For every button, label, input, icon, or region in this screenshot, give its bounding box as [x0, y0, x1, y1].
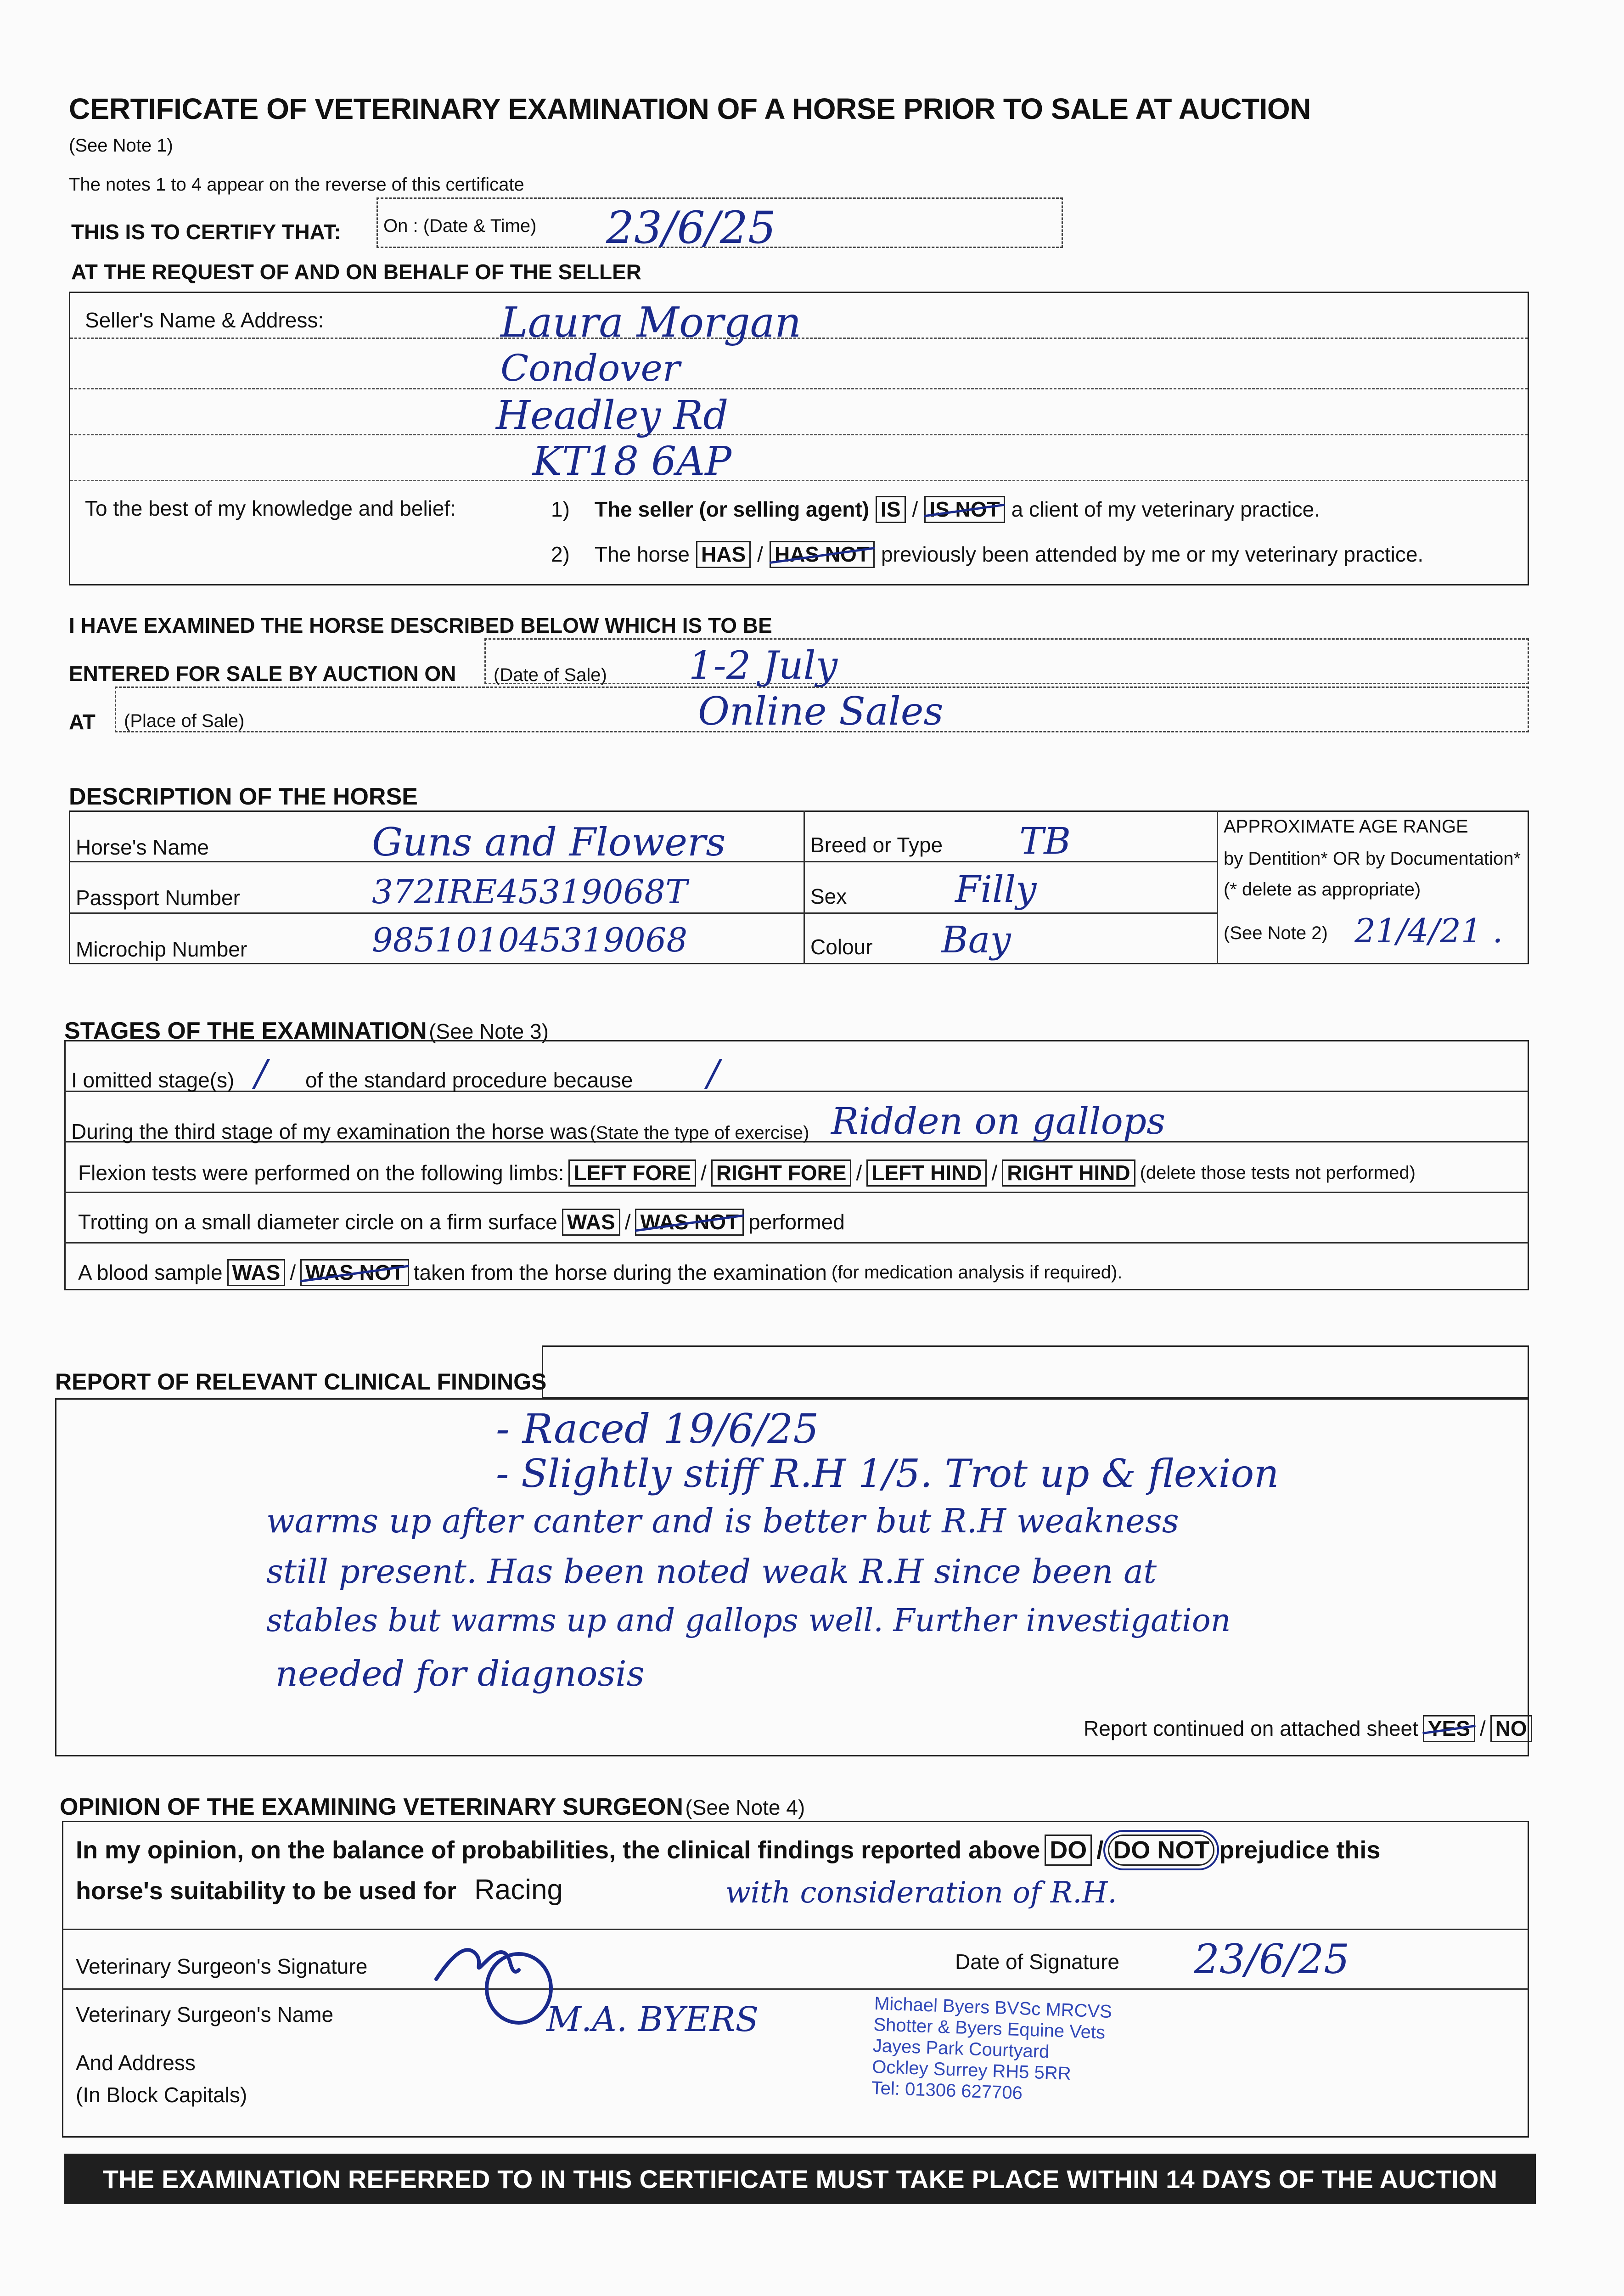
sale-line-1: I HAVE EXAMINED THE HORSE DESCRIBED BELOW WHICH IS TO BE: [69, 613, 772, 637]
knowledge-label: To the best of my knowledge and belief:: [85, 496, 456, 520]
colour-label: Colour: [810, 935, 873, 959]
item1-text: The seller (or selling agent): [594, 497, 870, 522]
seller-client-row: [551, 496, 1320, 523]
item2-number: 2): [551, 542, 570, 567]
omitted-label: I omitted stage(s): [71, 1068, 235, 1092]
third-stage-value: Ridden on gallops: [831, 1100, 1166, 1142]
sale-date-field[interactable]: [484, 638, 1529, 684]
flexion-left-fore[interactable]: LEFT FORE: [568, 1159, 696, 1187]
colour-value: Bay: [941, 918, 1011, 961]
certify-date-value: 23/6/25: [606, 202, 776, 253]
slash: /: [757, 542, 763, 567]
flexion-label: Flexion tests were performed on the following limbs:: [78, 1161, 564, 1185]
opinion-do-not[interactable]: DO NOT: [1108, 1835, 1214, 1866]
age-by-dentition: by Dentition* OR: [1224, 849, 1360, 869]
vet-address-note: (In Block Capitals): [76, 2083, 247, 2107]
item1-number: 1): [551, 497, 570, 522]
horse-attended-row: [551, 541, 1423, 568]
vet-practice-stamp: [871, 1993, 1113, 2107]
blood-post: taken from the horse during the examination: [413, 1261, 827, 1285]
item1-post: a client of my veterinary practice.: [1011, 497, 1321, 522]
opinion-heading-row: [60, 1793, 805, 1821]
breed-label: Breed or Type: [810, 833, 943, 857]
blood-label: A blood sample: [78, 1261, 223, 1285]
third-stage-note: (State the type of exercise): [590, 1123, 809, 1143]
opinion-line-1-post: prejudice this: [1219, 1836, 1381, 1864]
stages-note: (See Note 3): [429, 1019, 549, 1043]
stages-heading: STAGES OF THE EXAMINATION: [64, 1018, 427, 1044]
breed-value: TB: [1019, 820, 1071, 862]
stamp-line-3: Jayes Park Courtyard: [872, 2035, 1050, 2062]
age-by-documentation: by Documentation*: [1366, 849, 1521, 869]
opinion-line-1: [76, 1835, 1380, 1866]
seller-name-label: Seller's Name & Address:: [85, 308, 324, 332]
slash: /: [701, 1161, 707, 1185]
flexion-left-hind[interactable]: LEFT HIND: [866, 1159, 987, 1187]
report-line-5: stables but warms up and gallops well. Further investigation: [266, 1603, 1231, 1639]
seller-line-1: Laura Morgan: [500, 298, 802, 347]
blood-was-not[interactable]: WAS NOT: [300, 1259, 409, 1286]
report-line-3: warms up after canter and is better but R.H weakness: [266, 1502, 1179, 1540]
report-line-1: - Raced 19/6/25: [496, 1405, 819, 1452]
slash: /: [1096, 1836, 1104, 1864]
age-value: 21/4/21 .: [1354, 912, 1503, 950]
trot-row: [78, 1209, 845, 1236]
slash: /: [912, 497, 918, 522]
stamp-line-1: Michael Byers BVSc MRCVS: [874, 1993, 1113, 2022]
stamp-line-2: Shotter & Byers Equine Vets: [873, 2014, 1106, 2043]
vet-date-value: 23/6/25: [1194, 1936, 1350, 1983]
sale-at-label: AT: [69, 710, 96, 734]
seller-line-2: Condover: [500, 347, 680, 389]
blood-row: [78, 1259, 1122, 1286]
vet-signature-label: Veterinary Surgeon's Signature: [76, 1954, 368, 1978]
opinion-line-2-text: horse's suitability to be used for: [76, 1877, 456, 1905]
opinion-heading: OPINION OF THE EXAMINING VETERINARY SURGEON: [60, 1794, 683, 1820]
report-line-4: still present. Has been noted weak R.H since been at: [266, 1552, 1157, 1591]
is-not-option[interactable]: IS NOT: [924, 496, 1005, 523]
vet-name-label: Veterinary Surgeon's Name: [76, 2003, 334, 2026]
omitted-reason-label: of the standard procedure because: [305, 1068, 633, 1092]
opinion-do[interactable]: DO: [1045, 1835, 1092, 1866]
request-line: AT THE REQUEST OF AND ON BEHALF OF THE SELLER: [71, 260, 641, 284]
omitted-stage-value: /: [255, 1052, 267, 1094]
see-note-1: (See Note 1): [69, 135, 173, 156]
notes-line: The notes 1 to 4 appear on the reverse of this certificate: [69, 174, 524, 195]
continued-yes[interactable]: YES: [1423, 1715, 1475, 1742]
has-not-option[interactable]: HAS NOT: [770, 541, 875, 568]
opinion-handwritten-note: with consideration of R.H.: [725, 1876, 1117, 1910]
trot-was-not[interactable]: WAS NOT: [635, 1209, 744, 1236]
slash: /: [991, 1161, 998, 1185]
report-heading: REPORT OF RELEVANT CLINICAL FINDINGS: [55, 1369, 547, 1395]
opinion-line-2: [76, 1874, 563, 1906]
item2-post: previously been attended by me or my veterinary practice.: [881, 542, 1424, 567]
omitted-reason-value: /: [707, 1052, 719, 1094]
passport-value: 372IRE45319068T: [372, 872, 688, 911]
vet-date-label: Date of Signature: [955, 1950, 1120, 1974]
report-heading-cell: [542, 1345, 1529, 1398]
sex-value: Filly: [955, 868, 1037, 911]
report-line-2: - Slightly stiff R.H 1/5. Trot up & flexion: [496, 1451, 1279, 1496]
sale-date-label: (Date of Sale): [494, 665, 607, 685]
flexion-row: [78, 1159, 1416, 1187]
slash: /: [1479, 1716, 1486, 1741]
flexion-note: (delete those tests not performed): [1140, 1162, 1416, 1183]
certify-on-label: On : (Date & Time): [383, 216, 537, 236]
blood-was[interactable]: WAS: [227, 1259, 286, 1286]
sale-line-2: ENTERED FOR SALE BY AUCTION ON: [69, 662, 456, 686]
horse-name-value: Guns and Flowers: [372, 820, 726, 865]
opinion-note: (See Note 4): [685, 1795, 805, 1819]
passport-label: Passport Number: [76, 886, 240, 910]
age-method: [1224, 849, 1521, 869]
flexion-right-hind[interactable]: RIGHT HIND: [1002, 1159, 1135, 1187]
sale-place-label: (Place of Sale): [124, 711, 245, 731]
sale-date-value: 1-2 July: [689, 643, 838, 688]
report-continued-row: [1084, 1715, 1532, 1742]
seller-line-3: Headley Rd: [496, 393, 729, 439]
slash: /: [624, 1210, 631, 1234]
horse-name-label: Horse's Name: [76, 835, 209, 859]
report-continued-label: Report continued on attached sheet: [1084, 1716, 1418, 1741]
trot-was[interactable]: WAS: [562, 1209, 620, 1236]
report-line-6: needed for diagnosis: [275, 1653, 645, 1694]
opinion-line-1-text: In my opinion, on the balance of probabilities, the clinical findings reported above: [76, 1836, 1040, 1864]
opinion-use-value: Racing: [474, 1874, 563, 1906]
description-heading: DESCRIPTION OF THE HORSE: [69, 783, 418, 810]
vet-address-label: And Address: [76, 2051, 196, 2075]
footer-banner: THE EXAMINATION REFERRED TO IN THIS CERTIFICATE MUST TAKE PLACE WITHIN 14 DAYS OF THE AUCTION: [64, 2154, 1536, 2204]
is-option[interactable]: IS: [876, 496, 905, 523]
flexion-right-fore[interactable]: RIGHT FORE: [711, 1159, 852, 1187]
slash: /: [856, 1161, 862, 1185]
age-delete-note: (* delete as appropriate): [1224, 879, 1421, 900]
age-heading: APPROXIMATE AGE RANGE: [1224, 816, 1468, 837]
age-see-note: (See Note 2): [1224, 923, 1328, 943]
third-stage-label: During the third stage of my examination the horse was: [71, 1120, 588, 1143]
trot-post: performed: [748, 1210, 845, 1234]
stamp-line-5: Tel: 01306 627706: [871, 2077, 1023, 2104]
seller-line-4: KT18 6AP: [533, 439, 732, 484]
blood-note: (for medication analysis if required).: [831, 1262, 1123, 1283]
item2-text: The horse: [594, 542, 690, 567]
stamp-line-4: Ockley Surrey RH5 5RR: [871, 2056, 1072, 2084]
slash: /: [290, 1261, 296, 1285]
document-title: CERTIFICATE OF VETERINARY EXAMINATION OF A HORSE PRIOR TO SALE AT AUCTION: [69, 92, 1311, 125]
sale-place-value: Online Sales: [698, 689, 944, 734]
vet-name-value: M.A. BYERS: [546, 2000, 759, 2039]
third-stage-row: [71, 1119, 809, 1144]
sex-label: Sex: [810, 884, 847, 908]
microchip-label: Microchip Number: [76, 937, 247, 961]
continued-no[interactable]: NO: [1490, 1715, 1532, 1742]
microchip-value: 985101045319068: [372, 921, 688, 959]
certify-label: THIS IS TO CERTIFY THAT:: [71, 220, 341, 244]
has-option[interactable]: HAS: [696, 541, 751, 568]
trot-label: Trotting on a small diameter circle on a firm surface: [78, 1210, 557, 1234]
